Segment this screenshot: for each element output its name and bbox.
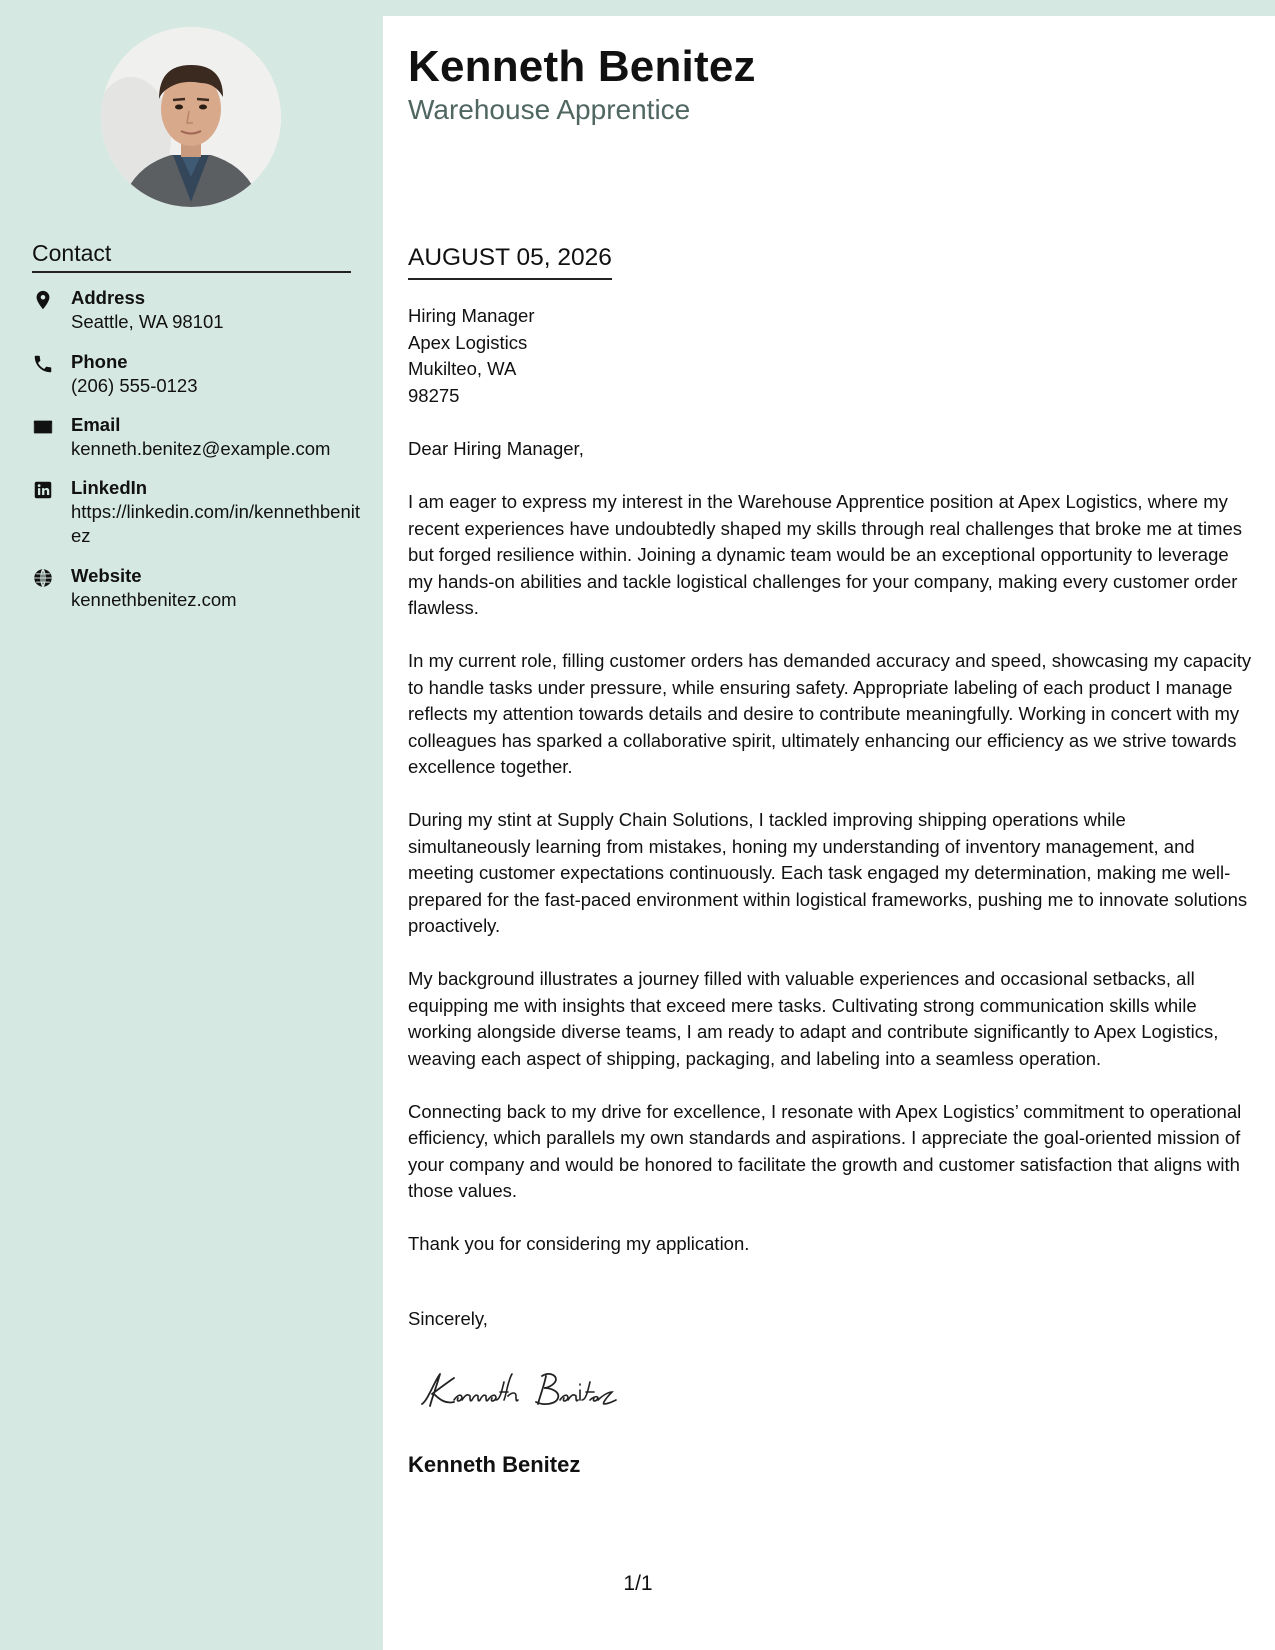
body-paragraph: Connecting back to my drive for excellence, I resonate with Apex Logistics’ commitment to operational efficiency, which parallels my own standards and aspirations. I appreciate the goal-oriented mission of your company and would be honored to facilitate the growth and customer satisfaction that aligns with those values. <box>408 1100 1242 1201</box>
body-paragraph: I am eager to express my interest in the Warehouse Apprentice position at Apex Logistics, where my recent experiences have undoubtedly shaped my skills through real challenges that broke me at times but forged resilience within. Joining a dynamic team would be an exceptional opportunity to leverage my hands-on abilities and tackle logistical challenges for your company, making every customer order flawless. <box>408 491 1242 618</box>
recipient-line: Hiring Manager <box>408 305 535 326</box>
signature <box>416 1360 676 1420</box>
envelope-icon <box>32 416 54 438</box>
contact-email-link[interactable]: kenneth.benitez@example.com <box>71 438 331 459</box>
applicant-name: Kenneth Benitez <box>408 42 756 91</box>
globe-icon <box>32 567 54 589</box>
phone-icon <box>32 353 54 375</box>
contact-label: Email <box>71 414 121 435</box>
contact-label: Website <box>71 565 142 586</box>
avatar <box>101 27 281 207</box>
body-paragraph: In my current role, filling customer orders has demanded accuracy and speed, showcasing my capacity to handle tasks under pressure, while ensuring safety. Appropriate labeling of each product I manage reflects my attention towards details and desire to contribute meaningfully. Working in concert with my colleagues has sparked a collaborative spirit, ultimately enhancing our efficiency as we strive towards excellence together. <box>408 650 1252 777</box>
recipient-line: 98275 <box>408 384 460 406</box>
contact-label: LinkedIn <box>71 477 148 498</box>
closing: Sincerely, <box>408 1308 488 1329</box>
body-paragraph: Thank you for considering my application. <box>408 1233 750 1254</box>
letter-date: AUGUST 05, 2026 <box>408 244 612 280</box>
body-paragraph: During my stint at Supply Chain Solutions, I tackled improving shipping operations while simultaneously learning from mistakes, honing my understanding of inventory management, and meeting customer expectations continuously. Each task engaged my determination, making me well-prepared for the fast-paced environment within logistical frameworks, pushing me to innovate solutions proactively. <box>408 809 1248 936</box>
salutation: Dear Hiring Manager, <box>408 438 584 459</box>
contact-linkedin-link[interactable]: https://linkedin.com/in/kennethbenitez <box>71 501 360 546</box>
recipient-block <box>408 303 534 409</box>
contact-value: (206) 555-0123 <box>71 375 198 396</box>
contact-value: Seattle, WA 98101 <box>71 311 224 332</box>
contact-website-link[interactable]: kennethbenitez.com <box>71 589 237 610</box>
contact-section-title: Contact <box>32 240 351 273</box>
job-title: Warehouse Apprentice <box>408 94 691 125</box>
recipient-line: Mukilteo, WA <box>408 358 517 379</box>
letter-body <box>408 436 1253 1284</box>
recipient-line: Apex Logistics <box>408 331 528 353</box>
map-pin-icon <box>32 289 54 311</box>
linkedin-icon <box>32 479 54 501</box>
contact-label: Phone <box>71 351 128 372</box>
body-paragraph: My background illustrates a journey filled with valuable experiences and occasional setbacks, all equipping me with insights that exceed mere tasks. Cultivating strong communication skills while working alongside diverse teams, I am ready to adapt and contribute significantly to Apex Logistics, weaving each aspect of shipping, packaging, and labeling into a seamless operation. <box>408 968 1219 1069</box>
contact-label: Address <box>71 287 146 308</box>
page-number: 1/1 <box>623 1572 653 1595</box>
signed-name: Kenneth Benitez <box>408 1452 581 1477</box>
